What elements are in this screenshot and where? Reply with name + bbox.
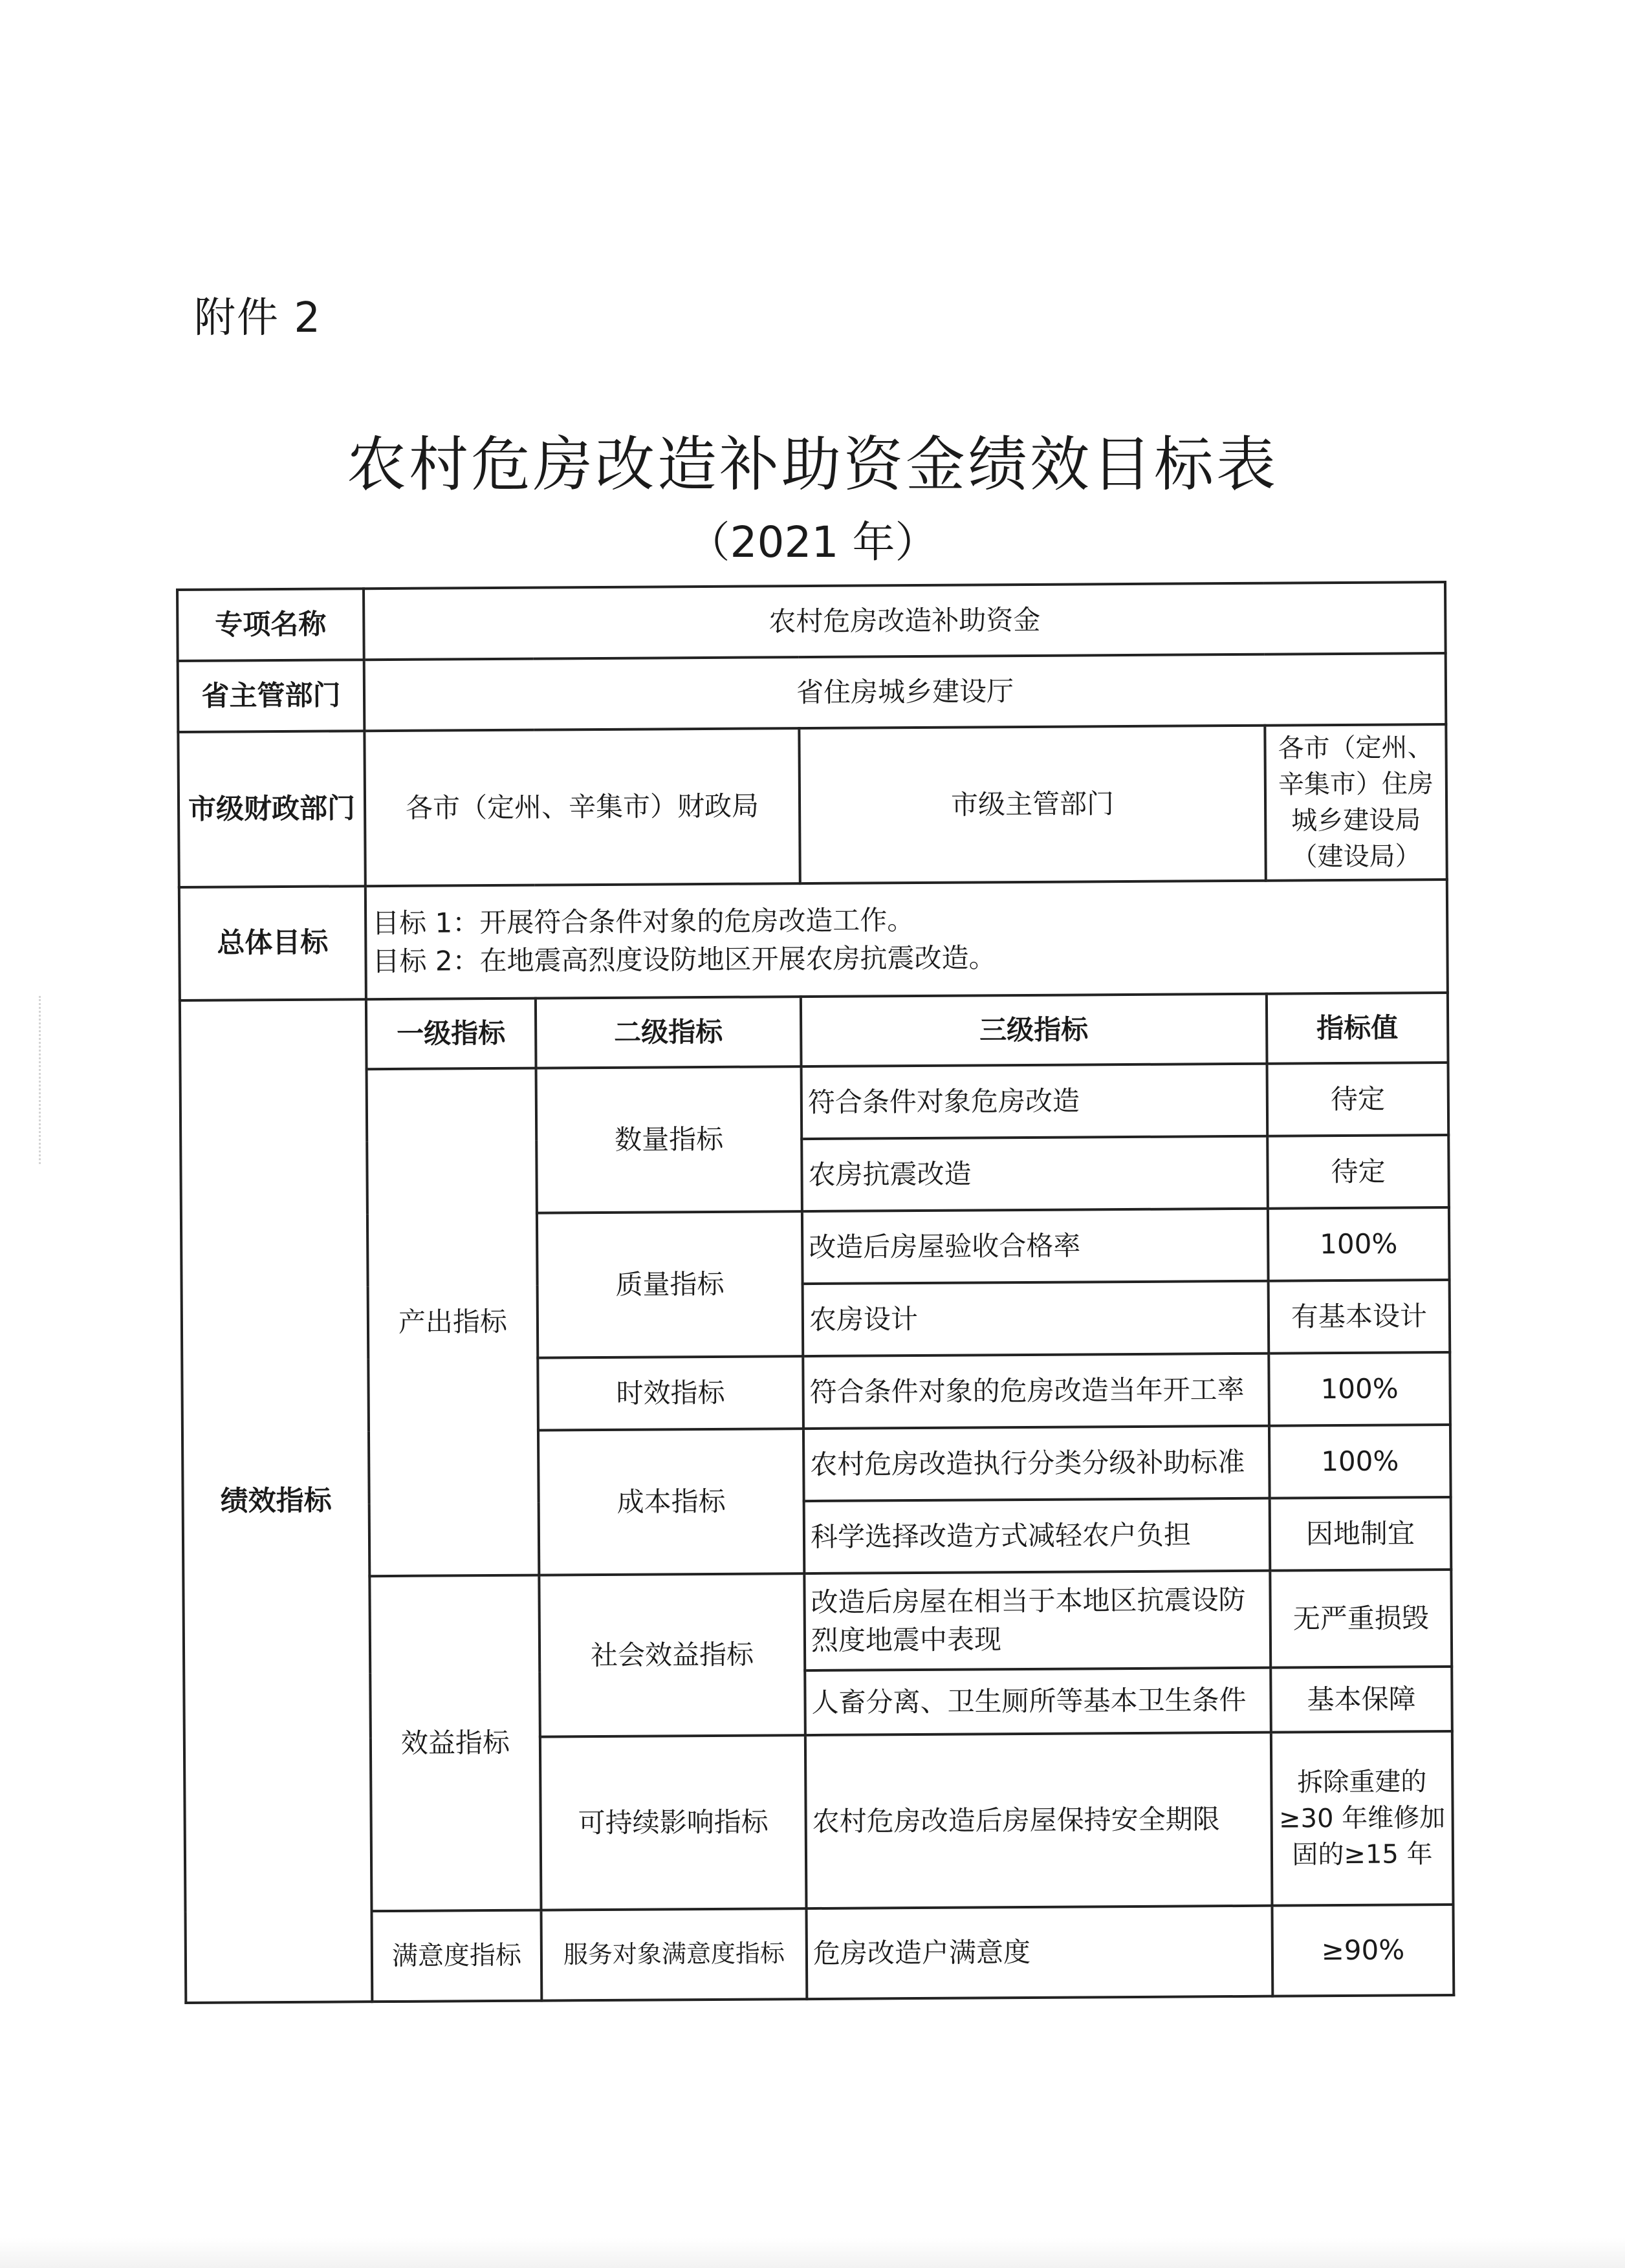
level3-cell: 改造后房屋在相当于本地区抗震设防烈度地震中表现 (804, 1571, 1271, 1670)
col-header-level3: 三级指标 (801, 994, 1267, 1066)
value-cell: 100% (1269, 1425, 1451, 1498)
level3-cell: 农房抗震改造 (802, 1136, 1268, 1211)
table-row (178, 724, 1446, 887)
value-cell: 因地制宜 (1270, 1497, 1452, 1571)
value-cell: 100% (1268, 1207, 1450, 1281)
value-cell: 基本保障 (1271, 1667, 1452, 1733)
level3-cell: 农村危房改造后房屋保持安全期限 (805, 1733, 1272, 1908)
value-cell: 待定 (1267, 1063, 1449, 1136)
value-cell: 100% (1269, 1352, 1450, 1426)
level2-quantity: 数量指标 (536, 1066, 802, 1213)
level1-output: 产出指标 (367, 1068, 540, 1577)
level3-cell: 农房设计 (803, 1281, 1269, 1356)
goal-2: 目标 2：在地震高烈度设防地区开展农房抗震改造。 (372, 941, 996, 977)
project-name-label: 专项名称 (177, 589, 364, 661)
level3-cell: 危房改造户满意度 (806, 1906, 1272, 1999)
scan-bottom-edge (0, 2238, 1625, 2268)
city-dept-label: 市级主管部门 (799, 726, 1265, 883)
level2-social: 社会效益指标 (539, 1573, 805, 1737)
col-header-value: 指标值 (1267, 993, 1448, 1064)
level2-cost: 成本指标 (538, 1429, 804, 1575)
level3-cell: 科学选择改造方式减轻农户负担 (804, 1498, 1271, 1573)
province-dept-value: 省住房城乡建设厅 (364, 653, 1446, 731)
goal-1: 目标 1：开展符合条件对象的危房改造工作。 (372, 903, 915, 939)
level3-cell: 改造后房屋验收合格率 (802, 1209, 1269, 1284)
document-year: （2021 年） (687, 517, 938, 567)
col-header-level2: 二级指标 (536, 997, 802, 1068)
table-row (183, 1570, 1452, 1674)
table-row (179, 880, 1448, 1000)
scan-artifact (39, 996, 80, 1164)
performance-indicators-label: 绩效指标 (180, 999, 372, 2003)
value-cell: 有基本设计 (1269, 1280, 1450, 1354)
table-header-row (180, 993, 1448, 1070)
table-row (177, 582, 1446, 661)
table-row (186, 1905, 1454, 2003)
level1-benefit: 效益指标 (369, 1575, 541, 1912)
city-finance-label: 市级财政部门 (178, 731, 365, 887)
level2-service: 服务对象满意度指标 (541, 1908, 807, 2001)
value-cell: 待定 (1267, 1135, 1449, 1209)
city-finance-value: 各市（定州、辛集市）财政局 (364, 728, 800, 886)
overall-goal-label: 总体目标 (179, 886, 366, 1000)
document-title: 农村危房改造补助资金绩效目标表 (346, 430, 1278, 499)
value-cell: ≥90% (1272, 1905, 1454, 1996)
level3-cell: 人畜分离、卫生厕所等基本卫生条件 (805, 1668, 1271, 1735)
level2-quality: 质量指标 (537, 1211, 803, 1358)
overall-goal-value (365, 880, 1448, 999)
level3-cell: 符合条件对象的危房改造当年开工率 (803, 1354, 1269, 1429)
performance-table-container (176, 581, 1452, 2004)
level2-timeliness: 时效指标 (538, 1356, 803, 1431)
project-name-value: 农村危房改造补助资金 (364, 582, 1446, 660)
table-row (180, 1063, 1449, 1143)
level1-satisfaction: 满意度指标 (371, 1910, 541, 2002)
col-header-level1: 一级指标 (366, 999, 536, 1070)
table-row (178, 653, 1446, 732)
province-dept-label: 省主管部门 (178, 660, 365, 732)
attachment-label: 附件 2 (194, 294, 322, 342)
city-dept-value: 各市（定州、辛集市）住房城乡建设局（建设局） (1265, 724, 1446, 881)
level3-cell: 符合条件对象危房改造 (802, 1064, 1268, 1139)
value-cell: 无严重损毁 (1270, 1570, 1452, 1668)
level2-sustain: 可持续影响指标 (540, 1735, 807, 1910)
level3-cell: 农村危房改造执行分类分级补助标准 (803, 1426, 1270, 1501)
value-cell: 拆除重建的≥30 年维修加固的≥15 年 (1271, 1731, 1454, 1906)
performance-table (176, 581, 1455, 2004)
